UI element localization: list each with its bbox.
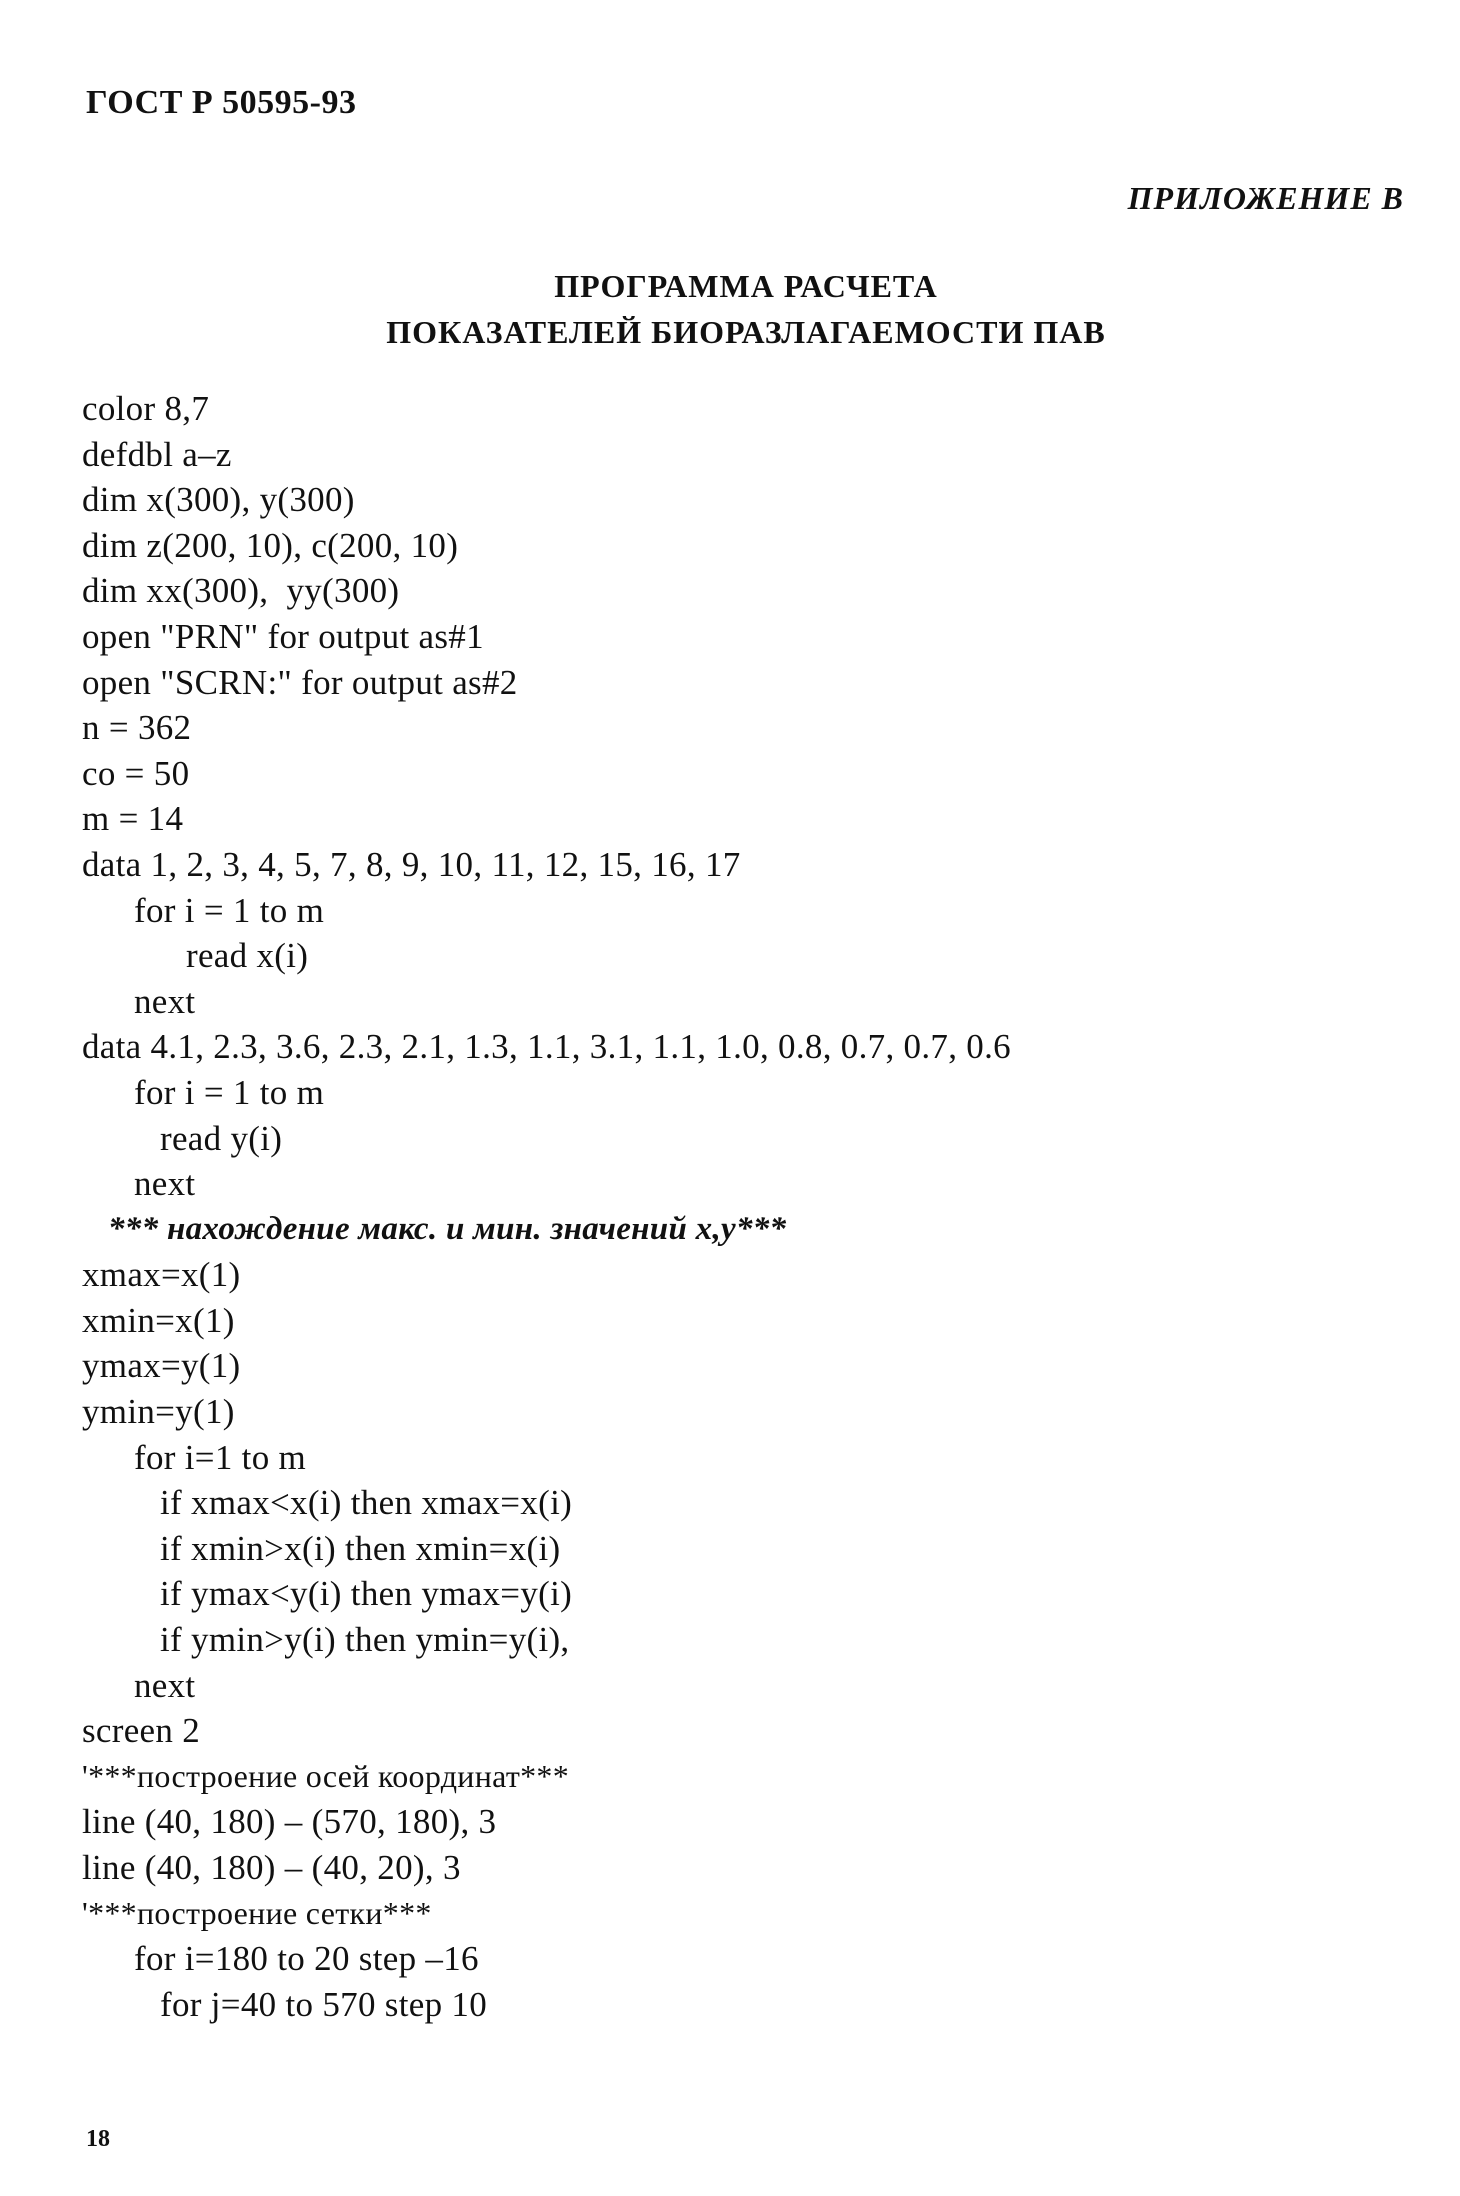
- code-line: ymin=y(1): [82, 1392, 235, 1432]
- code-line: for i=180 to 20 step –16: [134, 1939, 479, 1979]
- code-line: read x(i): [186, 936, 309, 976]
- code-line: screen 2: [82, 1711, 201, 1751]
- code-line: '***построение сетки***: [82, 1894, 432, 1931]
- title-line-2: ПОКАЗАТЕЛЕЙ БИОРАЗЛАГАЕМОСТИ ПАВ: [386, 314, 1106, 350]
- code-line: xmax=x(1): [82, 1255, 241, 1295]
- code-line: next: [134, 1164, 196, 1204]
- code-line: next: [134, 981, 196, 1021]
- code-line: dim x(300), y(300): [82, 480, 355, 520]
- code-line: co = 50: [82, 753, 190, 793]
- program-listing: [82, 386, 1422, 2027]
- code-line: *** нахождение макс. и мин. значений x,y***: [108, 1210, 787, 1247]
- code-line: if xmin>x(i) then xmin=x(i): [160, 1528, 561, 1568]
- code-line: line (40, 180) – (40, 20), 3: [82, 1848, 461, 1887]
- code-line: dim xx(300), yy(300): [82, 571, 400, 611]
- appendix-label: ПРИЛОЖЕНИЕ В: [1127, 180, 1404, 216]
- code-line: dim z(200, 10), c(200, 10): [82, 525, 459, 565]
- code-line: data 4.1, 2.3, 3.6, 2.3, 2.1, 1.3, 1.1, 3.1, 1.1, 1.0, 0.8, 0.7, 0.7, 0.6: [82, 1027, 1011, 1067]
- code-line: if ymin>y(i) then ymin=y(i),: [160, 1620, 570, 1660]
- code-line: xmin=x(1): [82, 1300, 235, 1340]
- code-line: '***построение осей координат***: [82, 1757, 570, 1794]
- code-line: open "PRN" for output as#1: [82, 616, 484, 656]
- code-line: if ymax<y(i) then ymax=y(i): [160, 1574, 573, 1614]
- page-number: 18: [86, 2126, 110, 2152]
- code-line: color 8,7: [82, 389, 210, 428]
- document-id: ГОСТ Р 50595-93: [86, 84, 357, 121]
- code-line: for i=1 to m: [134, 1437, 307, 1477]
- code-line: n = 362: [82, 708, 192, 748]
- code-line: next: [134, 1665, 196, 1705]
- code-line: if xmax<x(i) then xmax=x(i): [160, 1483, 573, 1523]
- code-line: for i = 1 to m: [134, 890, 325, 930]
- title-line-1: ПРОГРАММА РАСЧЕТА: [554, 268, 938, 304]
- code-line: read y(i): [160, 1118, 283, 1158]
- code-line: data 1, 2, 3, 4, 5, 7, 8, 9, 10, 11, 12, 15, 16, 17: [82, 844, 741, 884]
- code-line: for j=40 to 570 step 10: [160, 1984, 488, 2024]
- code-line: for i = 1 to m: [134, 1072, 325, 1112]
- code-line: line (40, 180) – (570, 180), 3: [82, 1802, 497, 1842]
- code-line: defdbl a–z: [82, 434, 232, 474]
- code-line: open "SCRN:" for output as#2: [82, 662, 518, 702]
- code-line: ymax=y(1): [82, 1346, 241, 1386]
- code-line: m = 14: [82, 799, 184, 839]
